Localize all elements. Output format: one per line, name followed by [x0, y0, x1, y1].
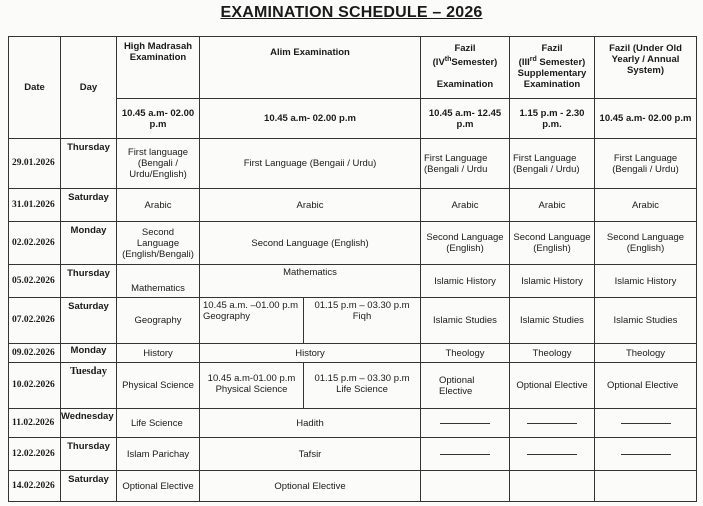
cell-fazil3: Islamic Studies — [510, 298, 595, 344]
table-row — [9, 189, 697, 222]
fazil3-label: Fazil — [541, 43, 563, 54]
session-2-time: 01.15 p.m – 03.30 p.m — [314, 373, 410, 384]
cell-fazil4: Theology — [421, 344, 510, 363]
cell-hm: Mathematics — [117, 265, 200, 298]
session-1-subject: Physical Science — [215, 384, 288, 395]
time-fazilold: 10.45 a.m- 02.00 p.m — [595, 99, 697, 139]
cell-fazil3: Theology — [510, 344, 595, 363]
cell-fazilold: Optional Elective — [595, 363, 697, 409]
cell-hm: Physical Science — [117, 363, 200, 409]
header-date: Date — [9, 37, 61, 139]
row-day: Thursday — [61, 265, 117, 298]
table-row — [9, 222, 697, 265]
cell-hm: Second Language (English/Bengali) — [117, 222, 200, 265]
empty-dash — [440, 454, 490, 455]
cell-fazil4-empty — [421, 438, 510, 471]
row-day: Tuesday — [61, 363, 117, 409]
fazil3-sem: (III — [518, 57, 530, 69]
cell-hm: Geography — [117, 298, 200, 344]
table-row — [9, 438, 697, 471]
empty-dash — [527, 454, 577, 455]
header-fazil-4th — [421, 37, 510, 99]
session-1-time: 10.45 a.m. –01.00 p.m — [203, 300, 299, 311]
empty-dash — [621, 454, 671, 455]
alim-session-1 — [200, 363, 304, 408]
cell-fazil3: Islamic History — [510, 265, 595, 298]
cell-hm: History — [117, 344, 200, 363]
header-fazil-3rd — [510, 37, 595, 99]
header-row — [9, 37, 697, 99]
fazil3-sup: rd — [529, 56, 537, 63]
cell-alim: First Language (Bengaii / Urdu) — [200, 139, 421, 189]
alim-session-2 — [304, 298, 420, 343]
cell-hm: Life Science — [117, 409, 200, 438]
page-title: EXAMINATION SCHEDULE – 2026 — [220, 4, 483, 21]
row-date: 02.02.2026 — [9, 222, 61, 265]
time-alim: 10.45 a.m- 02.00 p.m — [200, 99, 421, 139]
row-date: 07.02.2026 — [9, 298, 61, 344]
cell-fazilold-blank — [595, 471, 697, 502]
cell-fazilold: Second Language (English) — [595, 222, 697, 265]
time-fazil3: 1.15 p.m - 2.30 p.m. — [510, 99, 595, 139]
session-1-time: 10.45 a.m-01.00 p.m — [207, 373, 296, 384]
row-day: Saturday — [61, 471, 117, 502]
row-date: 10.02.2026 — [9, 363, 61, 409]
session-1-subject: Geography — [203, 311, 251, 322]
cell-fazil4: Optional Elective — [421, 363, 510, 409]
row-day: Saturday — [61, 189, 117, 222]
fazil4-exam: Examination — [436, 79, 494, 91]
row-date: 31.01.2026 — [9, 189, 61, 222]
cell-fazil4-blank — [421, 471, 510, 502]
fazil3-supp: Supplementary Examination — [517, 68, 587, 91]
cell-fazil3: First Language (Bengali / Urdu) — [510, 139, 595, 189]
cell-fazil3-empty — [510, 409, 595, 438]
table-row — [9, 363, 697, 409]
session-2-time: 01.15 p.m – 03.30 p.m — [314, 300, 410, 311]
row-day: Saturday — [61, 298, 117, 344]
cell-hm: Arabic — [117, 189, 200, 222]
cell-fazil4-empty — [421, 409, 510, 438]
cell-fazil4: Islamic Studies — [421, 298, 510, 344]
cell-fazil3: Arabic — [510, 189, 595, 222]
cell-alim-split — [200, 363, 421, 409]
cell-alim: Arabic — [200, 189, 421, 222]
row-date: 11.02.2026 — [9, 409, 61, 438]
row-date: 12.02.2026 — [9, 438, 61, 471]
row-date: 05.02.2026 — [9, 265, 61, 298]
time-hm: 10.45 a.m- 02.00 p.m — [117, 99, 200, 139]
cell-fazil4: Second Language (English) — [421, 222, 510, 265]
table-row — [9, 471, 697, 502]
alim-session-2 — [304, 363, 420, 408]
session-2-subject: Life Science — [336, 384, 388, 395]
empty-dash — [621, 423, 671, 424]
alim-session-1 — [200, 298, 304, 343]
cell-alim: Second Language (English) — [200, 222, 421, 265]
cell-fazil3-empty — [510, 438, 595, 471]
row-day: Wednesday — [61, 409, 117, 438]
header-day: Day — [61, 37, 117, 139]
fazil4-sup: th — [444, 56, 452, 63]
cell-fazil4: Islamic History — [421, 265, 510, 298]
empty-dash — [527, 423, 577, 424]
row-day: Thursday — [61, 438, 117, 471]
cell-alim: Tafsir — [200, 438, 421, 471]
header-fazil-old: Fazil (Under Old Yearly / Annual System) — [595, 37, 697, 99]
empty-dash — [440, 423, 490, 424]
cell-alim: Hadith — [200, 409, 421, 438]
time-fazil4: 10.45 a.m- 12.45 p.m — [421, 99, 510, 139]
row-date: 09.02.2026 — [9, 344, 61, 363]
table-row — [9, 298, 697, 344]
table-row — [9, 265, 697, 298]
session-2-subject: Fiqh — [352, 311, 372, 322]
schedule-table — [8, 36, 697, 502]
table-row — [9, 344, 697, 363]
cell-fazil4: First Language (Bengali / Urdu — [421, 139, 510, 189]
row-date: 29.01.2026 — [9, 139, 61, 189]
cell-hm: Islam Parichay — [117, 438, 200, 471]
cell-hm: First language (Bengali / Urdu/English) — [117, 139, 200, 189]
header-high-madrasah: High Madrasah Examination — [117, 37, 200, 99]
fazil3-sem2: Semester) — [536, 57, 586, 69]
cell-fazil3: Second Language (English) — [510, 222, 595, 265]
fazil4-sem2: Semester) — [451, 57, 498, 69]
cell-hm: Optional Elective — [117, 471, 200, 502]
row-day: Monday — [61, 344, 117, 363]
header-alim: Alim Examination — [200, 37, 421, 99]
cell-alim-split — [200, 298, 421, 344]
cell-fazilold: Islamic History — [595, 265, 697, 298]
cell-alim: Mathematics — [200, 265, 421, 298]
cell-fazilold: First Language (Bengali / Urdu) — [595, 139, 697, 189]
cell-fazil3-blank — [510, 471, 595, 502]
row-date: 14.02.2026 — [9, 471, 61, 502]
cell-fazilold: Islamic Studies — [595, 298, 697, 344]
cell-fazil3: Optional Elective — [510, 363, 595, 409]
fazil4-sem: (IV — [432, 57, 445, 69]
cell-alim: Optional Elective — [200, 471, 421, 502]
cell-fazilold-empty — [595, 409, 697, 438]
table-row — [9, 139, 697, 189]
cell-fazilold: Theology — [595, 344, 697, 363]
row-day: Thursday — [61, 139, 117, 189]
table-row — [9, 409, 697, 438]
cell-fazilold-empty — [595, 438, 697, 471]
row-day: Monday — [61, 222, 117, 265]
fazil4-label: Fazil — [454, 43, 476, 54]
cell-fazil4: Arabic — [421, 189, 510, 222]
cell-fazilold: Arabic — [595, 189, 697, 222]
cell-alim: History — [200, 344, 421, 363]
